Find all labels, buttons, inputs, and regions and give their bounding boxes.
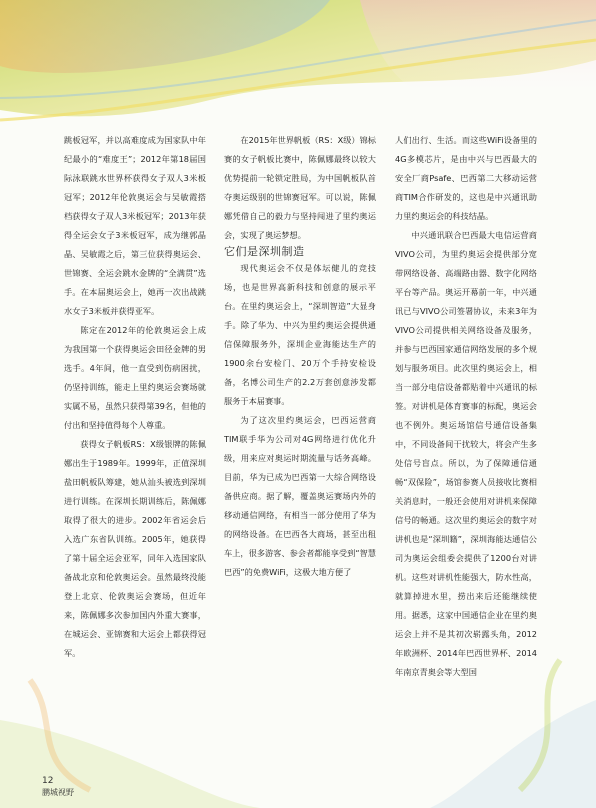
publication-name: 鹏城视野 — [42, 788, 74, 797]
decor-bottom-swirl — [0, 720, 260, 808]
decor-bottom-swirl — [430, 700, 596, 808]
page-footer — [42, 776, 74, 798]
section-heading: 它们是深圳制造 — [224, 245, 305, 258]
paragraph: 在2015年世界帆板（RS：X级）锦标赛的女子帆板比赛中，陈佩娜最终以较大优势提前一轮锁定胜局，为中国帆板队首夺奥运级别的世锦赛冠军。可以说，陈佩娜凭借自己的毅力与坚持闯进了里约奥运会，实现了奥运梦想。 — [224, 135, 376, 240]
text-column-1 — [64, 131, 206, 663]
paragraph: 为了这次里约奥运会，巴西运营商TIM联手华为公司对4G网络进行优化升级，用来应对奥运时期流量与话务高峰。目前，华为已成为巴西第一大综合网络设备供应商。据了解，覆盖奥运赛场内外的移动通信网络，有相当一部分使用了华为的网络设备。在巴西各大商场，甚至出租车上，很多游客、参会者都能享受到“智慧巴西”的免费WiFi，这极大地方便了 — [224, 415, 376, 577]
page-number: 12 — [42, 776, 54, 786]
text-column-3 — [395, 131, 537, 682]
text-column-2 — [224, 131, 376, 582]
paragraph: 现代奥运会不仅是体坛健儿的竞技场，也是世界高新科技和创意的展示平台。在里约奥运会上，“深圳智造”大显身手。除了华为、中兴为里约奥运会提供通信保障服务外，深圳企业海能达生产的1900余台安检门、20万个手持安检设备，名博公司生产的2.2万套创意涉发都服务于本届赛事。 — [224, 263, 376, 406]
paragraph: 获得女子帆板RS：X级银牌的陈佩娜出生于1989年。1999年，正值深圳盐田帆板队筹建，她从汕头被选到深圳进行训练。在深圳长期训练后，陈佩娜取得了很大的进步。2002年省运会后入选广东省队训练。2005年，她获得了第十届全运会亚军，同年入选国家队备战北京和伦敦奥运会。虽然最终没能登上北京、伦敦奥运会赛场，但近年来，陈佩娜多次参加国内外重大赛事，在城运会、亚锦赛和大运会上都获得冠军。 — [64, 439, 206, 658]
paragraph: 中兴通讯联合巴西最大电信运营商VIVO公司，为里约奥运会提供部分宽带网络设备、高端路由器、数字化网络平台等产品。奥运开幕前一年，中兴通讯已与VIVO公司签署协议，未来3年为VIVO公司提供相关网络设备及服务，并参与巴西国家通信网络发展的多个规划与服务项目。此次里约奥运会上，相当一部分电信设备都贴着中兴通讯的标签。对讲机是体育赛事的标配，奥运会也不例外。奥运场馆信号通信设备集中，不同设备间干扰较大，将会产生多处信号盲点。所以，为了保障通信通畅“双保险”，场馆参赛人员接收比赛相关消息时，一般还会使用对讲机来保障信号的畅通。这次里约奥运会的数字对讲机也是“深圳籍”，深圳海能达通信公司为奥运会组委会提供了1200台对讲机。这些对讲机性能强大，防水性高，就算掉进水里，捞出来后还能继续使用。据悉，这家中国通信企业在里约奥运会上并不是其初次崭露头角，2012年欧洲杯、2014年巴西世界杯、2014年南京青奥会等大型国 — [395, 230, 537, 677]
paragraph: 跳板冠军，并以高难度成为国家队中年纪最小的“难度王”；2012年第18届国际泳联跳水世界杯获得女子双人3米板冠军；2012年伦敦奥运会与吴敏霞搭档获得女子双人3米板冠军；2013年获得全运会女子3米板冠军，成为继郭晶晶、吴敏霞之后，第三位获得奥运会、世锦赛、全运会跳水金牌的“全满贯”选手。在本届奥运会上，她再一次出战跳水女子3米板并获得亚军。 — [64, 135, 206, 316]
paragraph: 陈定在2012年的伦敦奥运会上成为我国第一个获得奥运会田径金牌的男选手。4年间，他一直受到伤病困扰，仍坚持训练，能走上里约奥运会赛场就实属不易，虽然只获得第39名，但他的付出和坚持值得每个人尊重。 — [64, 325, 206, 430]
paragraph: 人们出行、生活。而这些WiFi设备里的4G多模芯片，是由中兴与巴西最大的安全厂商Psafe、巴西第二大移动运营商TIM合作研发的，这也是中兴通讯助力里约奥运会的科技结晶。 — [395, 135, 537, 221]
